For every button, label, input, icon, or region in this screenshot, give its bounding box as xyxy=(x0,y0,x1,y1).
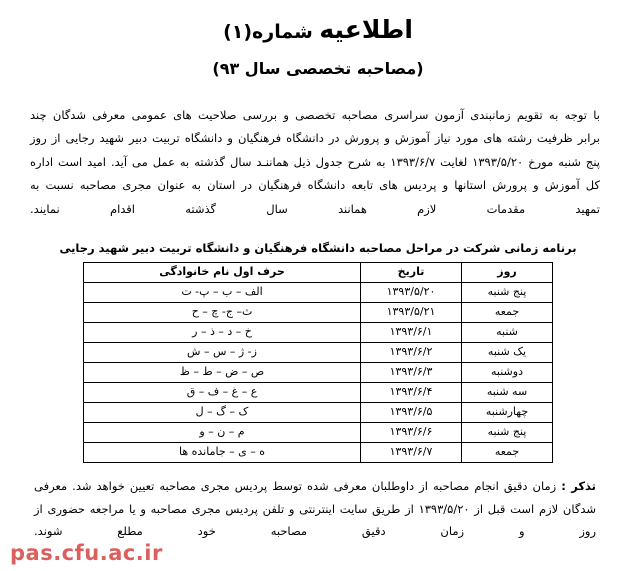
note-label: تذکر : xyxy=(561,479,596,494)
cell-date: ۱۳۹۳/۶/۳ xyxy=(361,363,462,383)
cell-letter: ص – ض – ط – ظ xyxy=(84,363,361,383)
cell-day: جمعه xyxy=(462,303,553,323)
page-title-number: شماره(۱) xyxy=(223,21,320,43)
table-row xyxy=(84,343,553,363)
table-row xyxy=(84,303,553,323)
cell-letter: ک – گ – ل xyxy=(84,403,361,423)
note-block xyxy=(34,475,596,542)
cell-letter: الف – ب – پ- ت xyxy=(84,283,361,303)
table-row xyxy=(84,403,553,423)
intro-paragraph-block xyxy=(30,104,600,222)
cell-day: شنبه xyxy=(462,323,553,343)
cell-letter: ه – ی – جامانده ها xyxy=(84,443,361,463)
cell-date: ۱۳۹۳/۶/۴ xyxy=(361,383,462,403)
cell-letter: ث– ج- چ – ح xyxy=(84,303,361,323)
table-caption: برنامه زمانی شرکت در مراحل مصاحبه دانشگاه فرهنگیان و دانشگاه تربیت دبیر شهید رجایی xyxy=(59,241,577,256)
cell-letter: ز- ژ – س – ش xyxy=(84,343,361,363)
schedule-table-body xyxy=(84,283,553,463)
cell-day: یک شنبه xyxy=(462,343,553,363)
cell-date: ۱۳۹۳/۶/۷ xyxy=(361,443,462,463)
column-header-letter: حرف اول نام خانوادگی xyxy=(84,263,361,283)
schedule-table xyxy=(83,262,553,463)
intro-paragraph: با توجه به تقویم زمانبندی آزمون سراسری مصاحبه تخصصی و بررسی صلاحیت های عمومی معرفی شدگان چند برابر ظرفیت رشته های مورد نیاز آموزش و پرورش در دانشگاه فرهنگیان و دانشگاه تربیت دبیر شهید رجایی از روز پنج شنبه مورخ ۱۳۹۳/۵/۲۰ لغایت ۱۳۹۳/۶/۷ به شرح جدول ذیل هماننـد سال گذشته به عمل می آید. امید است اداره کل آموزش و پرورش استانها و پردیس های تابعه دانشگاه فرهنگیان در استان به عنوان مجری مصاحبه نسبت به تمهید مقدمات لازم همانند سال گذشته اقدام نمایند. xyxy=(30,107,600,216)
cell-day: جمعه xyxy=(462,443,553,463)
column-header-day: روز xyxy=(462,263,553,283)
cell-date: ۱۳۹۳/۶/۶ xyxy=(361,423,462,443)
cell-day: سه شنبه xyxy=(462,383,553,403)
cell-date: ۱۳۹۳/۶/۱ xyxy=(361,323,462,343)
table-header-row xyxy=(84,263,553,283)
column-header-date: تاریخ xyxy=(361,263,462,283)
page-subtitle: (مصاحبه تخصصی سال ۹۳) xyxy=(212,58,424,78)
cell-day: دوشنبه xyxy=(462,363,553,383)
page-title xyxy=(0,14,636,47)
page-title-main: اطلاعیه xyxy=(319,15,413,44)
table-row xyxy=(84,383,553,403)
title-block xyxy=(0,14,636,78)
table-row xyxy=(84,363,553,383)
table-row xyxy=(84,323,553,343)
cell-letter: ع – غ – ف – ق xyxy=(84,383,361,403)
document-page xyxy=(0,14,636,571)
cell-date: ۱۳۹۳/۵/۲۰ xyxy=(361,283,462,303)
cell-date: ۱۳۹۳/۵/۲۱ xyxy=(361,303,462,323)
cell-letter: خ – د – ذ – ر xyxy=(84,323,361,343)
table-row xyxy=(84,443,553,463)
cell-day: چهارشنبه xyxy=(462,403,553,423)
cell-letter: م – ن – و xyxy=(84,423,361,443)
note-text: زمان دقیق انجام مصاحبه از داوطلبان معرفی شده توسط پردیس مجری مصاحبه تعیین خواهد شد. معرفی شدگان لازم است قبل از ۱۳۹۳/۵/۲۰ از طریق سایت اینترنتی و تلفن پردیس مجری مصاحبه و یا مراجعه حضوری از روز و زمان دقیق مصاحبه خود مطلع شوند. xyxy=(34,479,596,539)
table-row xyxy=(84,283,553,303)
table-row xyxy=(84,423,553,443)
cell-date: ۱۳۹۳/۶/۲ xyxy=(361,343,462,363)
site-watermark: pas.cfu.ac.ir xyxy=(10,541,163,565)
cell-date: ۱۳۹۳/۶/۵ xyxy=(361,403,462,423)
cell-day: پنج شنبه xyxy=(462,423,553,443)
cell-day: پنج شنبه xyxy=(462,283,553,303)
